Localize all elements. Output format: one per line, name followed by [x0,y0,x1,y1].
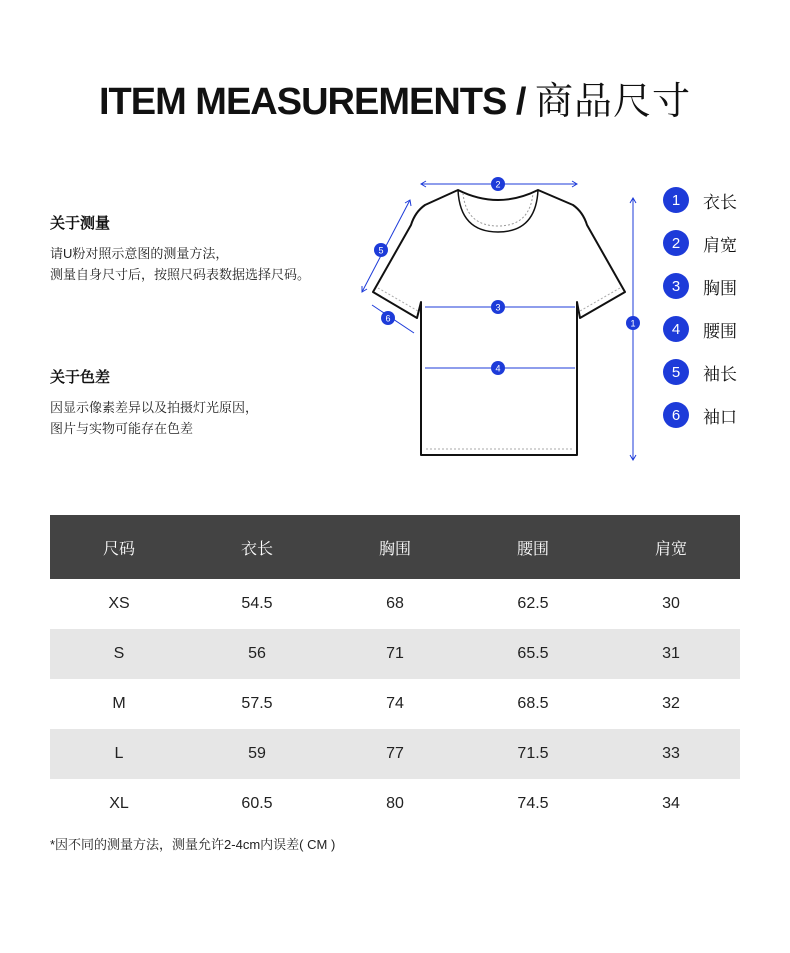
legend-number-3: 3 [663,273,689,299]
tshirt-outline [373,190,625,455]
table-cell: 57.5 [241,695,273,712]
column-header: 胸围 [326,515,464,579]
table-cell: 56 [188,629,326,679]
svg-text:2: 2 [495,179,501,190]
svg-text:1: 1 [630,318,636,329]
title-en: ITEM MEASUREMENTS / [98,81,526,123]
table-cell: S [50,629,188,679]
table-cell: 68 [386,595,404,612]
legend-label-6: 袖口 [703,407,737,427]
table-cell: 80 [386,795,404,812]
measurement-legend [663,187,737,445]
table-header-row [50,515,740,579]
marker-6 [381,311,395,325]
svg-text:4: 4 [495,363,501,374]
svg-text:3: 3 [495,302,501,313]
table-cell: 74.5 [517,795,549,812]
column-header: 尺码 [50,515,188,579]
tshirt-diagram [355,172,655,472]
table-row [50,579,740,629]
about-measure-line2: 测量自身尺寸后，按照尺码表数据选择尺码。 [50,267,311,282]
legend-item-sleeve [663,359,737,385]
marker-5 [374,243,388,257]
table-cell: 62.5 [517,595,549,612]
legend-label-3: 胸围 [703,278,737,298]
column-header: 肩宽 [602,515,740,579]
legend-number-4: 4 [663,316,689,342]
about-color-line1: 因显示像素差异以及拍摄灯光原因， [50,400,259,415]
legend-number-5: 5 [663,359,689,385]
page-title [0,70,790,125]
legend-label-4: 腰围 [703,321,737,341]
svg-text:6: 6 [385,313,391,324]
legend-item-chest [663,273,737,299]
marker-3 [491,300,505,314]
legend-label-2: 肩宽 [703,235,737,255]
table-cell: 30 [662,595,680,612]
about-color-section [50,366,370,439]
table-cell: M [112,695,126,712]
table-cell: 31 [602,629,740,679]
legend-label-1: 衣长 [703,192,737,212]
size-table [50,515,740,829]
marker-2 [491,177,505,191]
table-cell: 32 [662,695,680,712]
table-row [50,779,740,829]
table-cell: 33 [602,729,740,779]
legend-item-waist [663,316,737,342]
table-cell: 54.5 [241,595,273,612]
table-row [50,679,740,729]
table-cell: L [50,729,188,779]
legend-item-shoulder [663,230,737,256]
about-measure-heading: 关于测量 [50,215,111,232]
column-header: 衣长 [188,515,326,579]
table-row [50,629,740,679]
table-cell: 65.5 [464,629,602,679]
about-color-heading: 关于色差 [50,369,111,386]
table-cell: 59 [188,729,326,779]
title-cn: 商品尺寸 [535,81,692,123]
legend-number-2: 2 [663,230,689,256]
column-header: 腰围 [464,515,602,579]
marker-4 [491,361,505,375]
table-cell: 74 [386,695,404,712]
about-measure-line1: 请U粉对照示意图的测量方法， [50,246,229,261]
table-cell: XS [108,595,130,612]
legend-item-cuff [663,402,737,428]
measurement-footnote: *因不同的测量方法，测量允许2-4cm内误差( CM ) [50,837,336,852]
svg-text:5: 5 [378,245,384,256]
table-cell: XL [109,795,129,812]
table-cell: 60.5 [241,795,273,812]
table-cell: 34 [662,795,680,812]
table-cell: 71 [326,629,464,679]
about-color-line2: 图片与实物可能存在色差 [50,421,194,436]
marker-1 [626,316,640,330]
table-cell: 68.5 [517,695,549,712]
table-cell: 71.5 [464,729,602,779]
table-row [50,729,740,779]
about-measure-section [50,212,370,285]
legend-label-5: 袖长 [703,364,737,384]
table-cell: 77 [326,729,464,779]
legend-number-6: 6 [663,402,689,428]
legend-number-1: 1 [663,187,689,213]
legend-item-length [663,187,737,213]
